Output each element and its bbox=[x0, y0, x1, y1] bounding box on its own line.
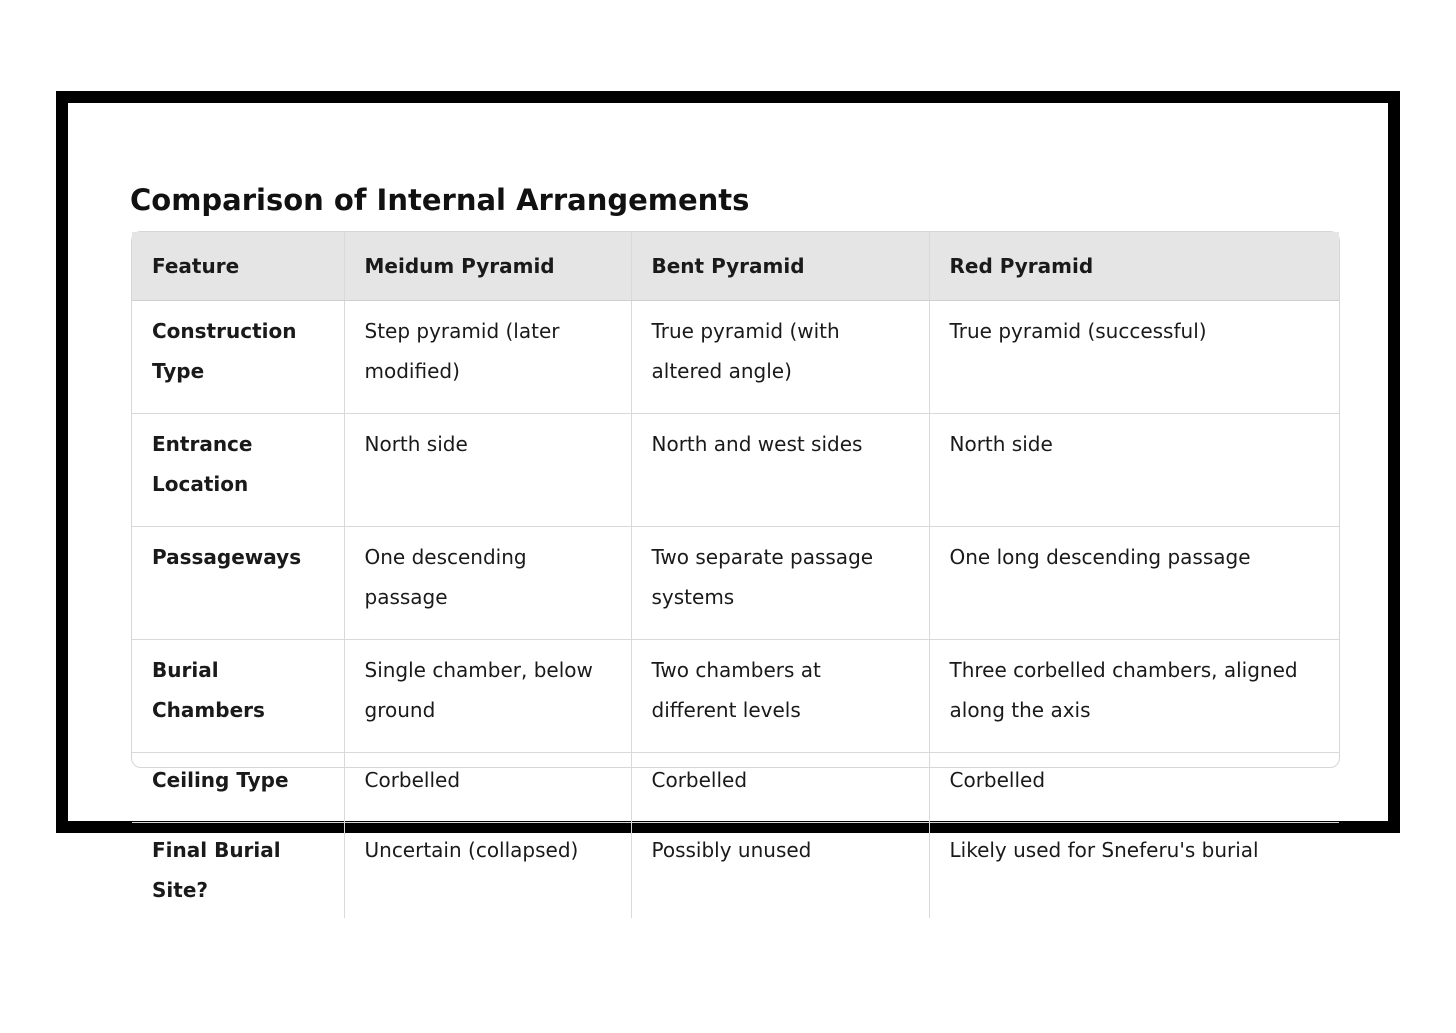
table-body bbox=[132, 301, 1339, 919]
bent-cell: North and west sides bbox=[631, 414, 929, 527]
red-cell: Three corbelled chambers, aligned along the axis bbox=[929, 640, 1339, 753]
table-row bbox=[132, 753, 1339, 823]
page-title: Comparison of Internal Arrangements bbox=[130, 183, 750, 217]
table-row bbox=[132, 640, 1339, 753]
row-feature-cell: Final Burial Site? bbox=[132, 823, 344, 919]
red-cell: North side bbox=[929, 414, 1339, 527]
bent-cell: Two chambers at different levels bbox=[631, 640, 929, 753]
bent-cell: True pyramid (with altered angle) bbox=[631, 301, 929, 414]
table-header bbox=[132, 232, 1339, 301]
table-row bbox=[132, 414, 1339, 527]
comparison-table-container bbox=[131, 231, 1340, 902]
meidum-cell: North side bbox=[344, 414, 631, 527]
red-cell: True pyramid (successful) bbox=[929, 301, 1339, 414]
row-feature-cell: Construction Type bbox=[132, 301, 344, 414]
meidum-cell: One descending passage bbox=[344, 527, 631, 640]
row-feature-cell: Entrance Location bbox=[132, 414, 344, 527]
bent-cell: Corbelled bbox=[631, 753, 929, 823]
red-cell: One long descending passage bbox=[929, 527, 1339, 640]
document-frame bbox=[56, 91, 1400, 902]
bent-cell: Possibly unused bbox=[631, 823, 929, 919]
column-header-red-pyramid: Red Pyramid bbox=[929, 232, 1339, 301]
bent-cell: Two separate passage systems bbox=[631, 527, 929, 640]
column-header-bent-pyramid: Bent Pyramid bbox=[631, 232, 929, 301]
column-header-meidum-pyramid: Meidum Pyramid bbox=[344, 232, 631, 301]
column-header-feature: Feature bbox=[132, 232, 344, 301]
meidum-cell: Step pyramid (later modified) bbox=[344, 301, 631, 414]
comparison-table bbox=[132, 232, 1339, 918]
red-cell: Corbelled bbox=[929, 753, 1339, 823]
meidum-cell: Uncertain (collapsed) bbox=[344, 823, 631, 919]
row-feature-cell: Burial Chambers bbox=[132, 640, 344, 753]
meidum-cell: Corbelled bbox=[344, 753, 631, 823]
header-row bbox=[132, 232, 1339, 301]
row-feature-cell: Passageways bbox=[132, 527, 344, 640]
table-row bbox=[132, 301, 1339, 414]
row-feature-cell: Ceiling Type bbox=[132, 753, 344, 823]
red-cell: Likely used for Sneferu's burial bbox=[949, 838, 1259, 862]
table-row bbox=[132, 527, 1339, 640]
table-row bbox=[132, 823, 1339, 919]
meidum-cell: Single chamber, below ground bbox=[344, 640, 631, 753]
